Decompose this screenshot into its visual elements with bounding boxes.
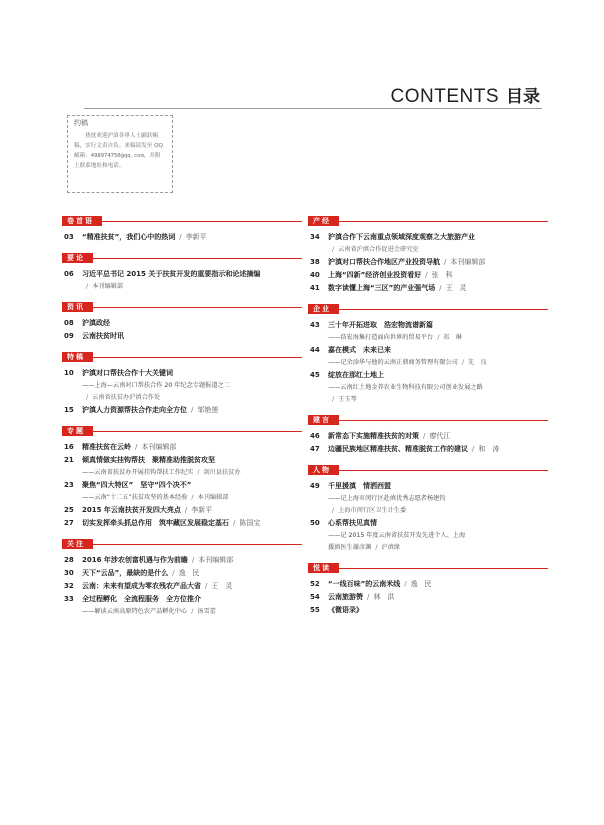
toc-subtitle-line: [308, 542, 548, 554]
toc-entry[interactable]: [308, 480, 548, 493]
toc-left-column: [62, 216, 302, 627]
toc-title: 云南旅游赞: [328, 593, 363, 601]
section-rule: [339, 568, 548, 569]
toc-page-number: 16: [64, 443, 74, 451]
toc-author: 王 灵: [445, 284, 467, 292]
toc-page-number: 25: [64, 506, 74, 514]
toc-entry[interactable]: [62, 268, 302, 281]
section-tag: 资讯: [62, 302, 93, 312]
author-separator: /: [191, 556, 195, 564]
author-separator: /: [205, 582, 208, 590]
author-separator: /: [191, 494, 194, 501]
author-separator: /: [425, 271, 428, 279]
toc-section: [308, 304, 548, 406]
toc-section: [308, 216, 548, 295]
toc-page-number: 33: [64, 595, 74, 603]
toc-page-number: 21: [64, 456, 74, 464]
toc-subtitle-line: [308, 394, 548, 406]
toc-section: [308, 415, 548, 456]
toc-entry[interactable]: [62, 567, 302, 580]
toc-page-number: 08: [64, 319, 74, 327]
toc-section: [62, 426, 302, 530]
section-header: [62, 539, 302, 549]
section-tag: 建言: [308, 415, 339, 425]
toc-author: 上海市闵行区卫生计生委: [338, 507, 407, 514]
toc-title: 全过程孵化 全流程服务 全方位推介: [82, 595, 201, 603]
author-separator: /: [86, 394, 89, 401]
toc-subtitle: ——云南省扶贫办开展挂钩帮扶工作纪实: [82, 469, 194, 476]
toc-page-number: 34: [310, 233, 320, 241]
toc-page-number: 28: [64, 556, 74, 564]
header-rule: [84, 108, 542, 109]
toc-subtitle: ——上海—云南对口帮扶合作 20 年纪念专题报道之二: [82, 382, 230, 389]
toc-title: 沪滇合作下云南重点领域深度观察之大旅游产业: [328, 233, 475, 241]
toc-section: [62, 302, 302, 343]
toc-page-number: 47: [310, 445, 320, 453]
section-header: [308, 216, 548, 226]
toc-entry[interactable]: [62, 504, 302, 517]
toc-page-number: 45: [310, 371, 320, 379]
toc-author: 先 良: [468, 359, 487, 366]
section-header: [62, 302, 302, 312]
toc-right-column: [308, 216, 548, 626]
toc-author: 张 科: [431, 271, 453, 279]
toc-subtitle-line: [308, 505, 548, 517]
toc-page-number: 43: [310, 321, 320, 329]
toc-entry[interactable]: [62, 317, 302, 330]
toc-section: [62, 216, 302, 244]
author-separator: /: [404, 580, 407, 588]
toc-subtitle-line: [308, 493, 548, 505]
toc-title: 沪滇人力资源帮扶合作走向全方位: [82, 406, 187, 414]
toc-page-number: 15: [64, 406, 74, 414]
toc-title: 切实发挥牵头抓总作用 筑牢藏区发展稳定基石: [82, 519, 229, 527]
section-tag: 要论: [62, 253, 93, 263]
toc-entry[interactable]: [62, 554, 302, 567]
toc-subtitle-line: [62, 467, 302, 479]
toc-section: [308, 563, 548, 617]
toc-entry[interactable]: [308, 344, 548, 357]
toc-entry[interactable]: [308, 369, 548, 382]
mulu-heading: 目录: [506, 87, 540, 107]
section-rule: [102, 221, 302, 222]
toc-title: 云南扶贫时讯: [82, 332, 124, 340]
toc-author: 王 灵: [211, 582, 233, 590]
notice-tail: ，并附上联系地址和电话。: [74, 153, 161, 169]
author-separator: /: [472, 445, 475, 453]
toc-entry[interactable]: [62, 441, 302, 454]
toc-page-number: 46: [310, 432, 320, 440]
toc-subtitle: 援滇医生谢彦渊: [328, 544, 372, 551]
toc-entry[interactable]: [308, 591, 548, 604]
author-separator: /: [367, 593, 370, 601]
section-rule: [339, 420, 548, 421]
section-rule: [93, 544, 302, 545]
toc-page-number: 41: [310, 284, 320, 292]
call-for-papers-box: [67, 115, 173, 193]
section-header: [308, 304, 548, 314]
section-tag: 产经: [308, 216, 339, 226]
section-header: [62, 253, 302, 263]
section-tag: 悦读: [308, 563, 339, 573]
section-rule: [339, 221, 548, 222]
author-separator: /: [179, 233, 182, 241]
toc-page-number: 32: [64, 582, 74, 590]
toc-entry[interactable]: [308, 256, 548, 269]
toc-title: 边疆民族地区精准扶贫、精准脱贫工作的建议: [328, 445, 468, 453]
toc-title: 聚焦“四大特区” 坚守“四个决不”: [82, 481, 192, 489]
author-separator: /: [332, 507, 335, 514]
toc-subtitle: ——云南“十二五”扶贫攻坚的基本经验: [82, 494, 188, 501]
author-separator: /: [184, 506, 188, 514]
toc-author: 和 涛: [478, 445, 500, 453]
author-separator: /: [375, 544, 378, 551]
toc-author: 祁 琳: [443, 334, 462, 341]
toc-entry[interactable]: [308, 578, 548, 591]
toc-title: “一线百味”的云南米线: [328, 580, 401, 588]
toc-entry[interactable]: [62, 330, 302, 343]
section-tag: 人物: [308, 465, 339, 475]
toc-title: 天下“云品”，最缺的是什么: [82, 569, 169, 577]
toc-title: 三十年开拓进取 浩宏物流谱新篇: [328, 321, 433, 329]
toc-author: 李新平: [185, 233, 207, 241]
toc-subtitle-line: [62, 281, 302, 293]
toc-page-number: 38: [310, 258, 320, 266]
toc-author: 李新平: [191, 506, 213, 514]
toc-entry[interactable]: [308, 282, 548, 295]
section-tag: 专题: [62, 426, 93, 436]
toc-author: 云南省扶贫办沪滇合作处: [92, 394, 161, 401]
section-rule: [93, 431, 302, 432]
toc-page-number: 49: [310, 482, 320, 490]
toc-page-number: 03: [64, 233, 74, 241]
toc-page-number: 44: [310, 346, 320, 354]
toc-author: 剑川县扶贫办: [203, 469, 241, 476]
toc-entry[interactable]: [62, 479, 302, 492]
page-header: [391, 82, 541, 108]
section-header: [62, 216, 302, 226]
toc-title: 绽放在那红土地上: [328, 371, 384, 379]
toc-subtitle-line: [308, 332, 548, 344]
toc-section: [62, 253, 302, 293]
author-separator: /: [233, 519, 236, 527]
section-rule: [93, 258, 302, 259]
toc-entry[interactable]: [62, 517, 302, 530]
toc-subtitle: ——云南红土地金养农业生物科技有限公司创业发展之路: [328, 384, 483, 391]
author-separator: /: [191, 608, 194, 615]
toc-title: 上海“四新”经济创业投资看好: [328, 271, 422, 279]
section-tag: 特稿: [62, 352, 93, 362]
section-rule: [93, 357, 302, 358]
author-separator: /: [461, 359, 465, 366]
toc-author: 本刊编辑部: [198, 556, 234, 564]
toc-entry[interactable]: [308, 430, 548, 443]
toc-title: 嘉在模式 未来已来: [328, 346, 391, 354]
toc-entry[interactable]: [308, 443, 548, 456]
toc-title: 精准扶贫在云岭: [82, 443, 131, 451]
toc-title: 倾真情做实挂钩帮扶 聚精准助推脱贫攻坚: [82, 456, 215, 464]
toc-entry[interactable]: [308, 269, 548, 282]
toc-author: 本刊编辑部: [197, 494, 229, 501]
toc-subtitle-line: [308, 244, 548, 256]
toc-entry[interactable]: [62, 580, 302, 593]
section-tag: 关注: [62, 539, 93, 549]
toc-title: 2016 年涉农创富机遇与作为前瞻: [82, 556, 188, 564]
toc-author: 本刊编辑部: [450, 258, 486, 266]
toc-subtitle-line: [62, 606, 302, 618]
author-separator: /: [191, 406, 194, 414]
toc-title: 数字读懂上海“三区”的产业强气场: [328, 284, 436, 292]
toc-subtitle: ——记余添华与他的云南正鼎商务管理有限公司: [328, 359, 458, 366]
author-separator: /: [437, 334, 440, 341]
contents-heading: CONTENTS: [390, 86, 499, 107]
toc-subtitle: ——记上海市闵行区赴滇优秀志愿者杨建钧: [328, 495, 446, 502]
toc-title: 2015 年云南扶贫开发四大亮点: [82, 506, 181, 514]
section-header: [62, 426, 302, 436]
toc-subtitle: ——浩宏海集打造面向世界的贸易平台: [328, 334, 434, 341]
toc-page-number: 09: [64, 332, 74, 340]
toc-title: “精准扶贫”，我们心中的热词: [82, 233, 176, 241]
notice-title: 约稿: [74, 119, 88, 127]
toc-author: 林 洪: [373, 593, 395, 601]
toc-page-number: 50: [310, 519, 320, 527]
toc-title: 沪滇对口帮扶合作地区产业投资导航: [328, 258, 440, 266]
toc-author: 沪滇缘: [381, 544, 400, 551]
author-separator: /: [444, 258, 447, 266]
toc-author: 本刊编辑部: [92, 283, 124, 290]
author-separator: /: [423, 432, 426, 440]
toc-page-number: 06: [64, 270, 74, 278]
toc-author: 廖代江: [429, 432, 451, 440]
toc-entry[interactable]: [62, 231, 302, 244]
toc-section: [62, 352, 302, 417]
toc-title: 习近平总书记 2015 关于扶贫开发的重要指示和论述摘编: [82, 270, 261, 278]
toc-entry[interactable]: [308, 604, 548, 617]
notice-text: [74, 131, 166, 171]
toc-entry[interactable]: [62, 593, 302, 606]
notice-body: 热忱欢迎沪滇各界人士踊跃赐稿，实行文责自负。来稿请发至 QQ 邮箱：: [74, 133, 163, 159]
author-separator: /: [197, 469, 200, 476]
toc-page-number: 54: [310, 593, 320, 601]
toc-author: 云南省沪滇合作促进会研究室: [338, 246, 419, 253]
toc-page-number: 40: [310, 271, 320, 279]
author-separator: /: [439, 284, 442, 292]
toc-entry[interactable]: [62, 454, 302, 467]
section-header: [308, 415, 548, 425]
toc-subtitle-line: [62, 492, 302, 504]
author-separator: /: [135, 443, 138, 451]
author-separator: /: [172, 569, 175, 577]
toc-subtitle-line: [308, 382, 548, 394]
toc-section: [62, 539, 302, 618]
toc-entry[interactable]: [308, 517, 548, 530]
toc-subtitle: ——记 2015 年度云南省扶贫开发先进个人、上海: [328, 532, 466, 539]
toc-page-number: 23: [64, 481, 74, 489]
toc-author: 逸 民: [410, 580, 432, 588]
toc-page-number: 10: [64, 369, 74, 377]
toc-author: 陈国宝: [239, 519, 261, 527]
section-header: [62, 352, 302, 362]
author-separator: /: [332, 396, 335, 403]
section-rule: [93, 307, 302, 308]
toc-page-number: 52: [310, 580, 320, 588]
toc-title: 心系帮扶见真情: [328, 519, 377, 527]
toc-author: 本刊编辑部: [141, 443, 177, 451]
toc-author: 逸 民: [178, 569, 200, 577]
toc-page-number: 27: [64, 519, 74, 527]
toc-author: 邹艳莲: [197, 406, 219, 414]
author-separator: /: [332, 246, 335, 253]
toc-title: 新常态下实施精准扶贫的对策: [328, 432, 419, 440]
toc-title: 千里援滇 情洒西盟: [328, 482, 391, 490]
section-header: [308, 563, 548, 573]
toc-page-number: 30: [64, 569, 74, 577]
toc-title: 沪滇对口帮扶合作十大关键词: [82, 369, 173, 377]
author-separator: /: [86, 283, 89, 290]
toc-title: 沪滇政经: [82, 319, 110, 327]
section-tag: 企业: [308, 304, 339, 314]
toc-subtitle-line: [308, 357, 548, 369]
toc-subtitle-line: [62, 392, 302, 404]
section-rule: [339, 470, 548, 471]
section-tag: 卷首语: [62, 216, 102, 226]
toc-author: 汤雪蕾: [197, 608, 216, 615]
toc-subtitle-line: [62, 380, 302, 392]
toc-section: [308, 465, 548, 554]
toc-entry[interactable]: [62, 367, 302, 380]
toc-subtitle-line: [308, 530, 548, 542]
toc-page-number: 55: [310, 606, 320, 614]
section-rule: [339, 309, 548, 310]
toc-title: 云南：未来有望成为零农残农产品大省: [82, 582, 201, 590]
toc-entry[interactable]: [62, 404, 302, 417]
notice-email: 498974750@qq.com: [90, 153, 144, 159]
toc-title: 《微语录》: [328, 606, 363, 614]
toc-subtitle: ——解读云南高原特色农产品孵化中心: [82, 608, 188, 615]
toc-author: 王玉琴: [338, 396, 357, 403]
toc-entry[interactable]: [308, 231, 548, 244]
section-header: [308, 465, 548, 475]
toc-entry[interactable]: [308, 319, 548, 332]
